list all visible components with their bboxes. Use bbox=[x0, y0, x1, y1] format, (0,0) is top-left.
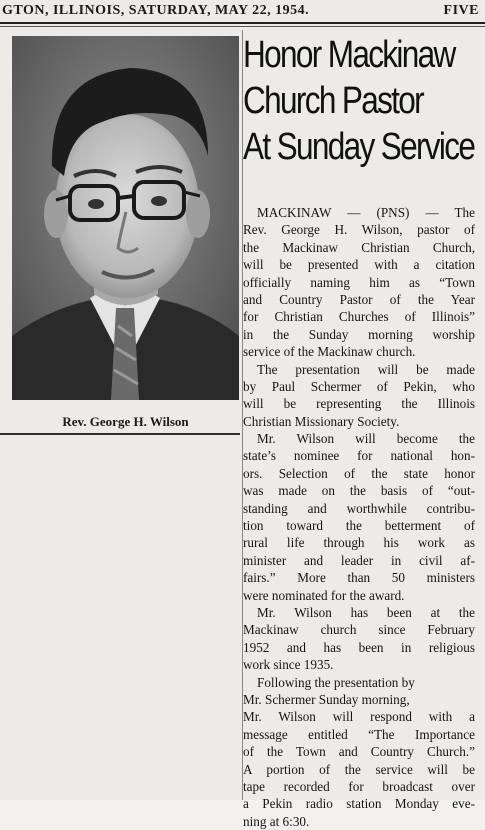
article-line-text: fairs.” More than 50 ministers bbox=[243, 570, 475, 586]
article-line-text: Mr. Wilson will become the bbox=[257, 431, 475, 447]
article-line-text: will be presented with a citation bbox=[243, 257, 475, 273]
article-line bbox=[243, 256, 475, 273]
article-line-text: ors. Selection of the state honor bbox=[243, 465, 475, 481]
article-line-text: 1952 and has been in religious bbox=[243, 639, 475, 655]
article-line bbox=[243, 604, 475, 621]
article-line-text: tion toward the betterment of bbox=[243, 518, 475, 534]
article-line bbox=[243, 813, 475, 830]
article-line bbox=[243, 378, 475, 395]
article-line-text: the Mackinaw Christian Church, bbox=[243, 239, 475, 255]
article-line bbox=[243, 656, 475, 673]
article-line-text: A portion of the service will be bbox=[243, 761, 475, 777]
article-line bbox=[243, 569, 475, 586]
article-line bbox=[243, 639, 475, 656]
portrait-photo bbox=[12, 36, 239, 400]
article-line bbox=[243, 326, 475, 343]
article-line-text: for Christian Churches of Illinois” bbox=[243, 309, 475, 325]
article-line-text: of the Town and Country Church.” bbox=[243, 744, 475, 760]
article-line bbox=[243, 239, 475, 256]
article-line-text: will be representing the Illinois bbox=[243, 396, 475, 412]
dateline-rule bbox=[0, 26, 485, 27]
article-line bbox=[243, 274, 475, 291]
article-line-text: rural life through his work as bbox=[243, 535, 475, 551]
article-line-text: ning at 6:30. bbox=[243, 813, 310, 829]
headline-line: Church Pastor bbox=[243, 80, 424, 122]
article-line bbox=[243, 552, 475, 569]
article-line-text: message entitled “The Importance bbox=[243, 726, 475, 742]
article-line-text: tape recorded for broadcast over bbox=[243, 778, 475, 794]
article-line bbox=[243, 691, 475, 708]
article-line-text: minister and leader in civil af- bbox=[243, 552, 475, 568]
article-line bbox=[243, 395, 475, 412]
article-line bbox=[243, 587, 475, 604]
article-line-text: Christian Missionary Society. bbox=[243, 413, 400, 429]
article-line-text: by Paul Schermer of Pekin, who bbox=[243, 378, 475, 394]
headline-line: At Sunday Service bbox=[243, 126, 475, 168]
page-number: FIVE bbox=[443, 3, 479, 18]
article-line-text: standing and worthwhile contribu- bbox=[243, 500, 475, 516]
article-line-text: work since 1935. bbox=[243, 657, 334, 673]
article-line bbox=[243, 465, 475, 482]
article-line bbox=[243, 361, 475, 378]
article-line bbox=[243, 708, 475, 725]
article-line-text: in the Sunday morning worship bbox=[243, 326, 475, 342]
article-line bbox=[243, 500, 475, 517]
article-line-text: and Country Pastor of the Year bbox=[243, 291, 475, 307]
article-line bbox=[243, 674, 475, 691]
article-line-text: state’s nominee for national hon- bbox=[243, 448, 475, 464]
article-body bbox=[243, 204, 475, 830]
article-line bbox=[243, 204, 475, 221]
article-line-text: Mr. Wilson will respond with a bbox=[243, 709, 475, 725]
article-line-text: MACKINAW — (PNS) — The bbox=[257, 205, 475, 220]
article-line bbox=[243, 291, 475, 308]
article-line bbox=[243, 517, 475, 534]
article-line-text: Following the presentation by bbox=[257, 674, 415, 690]
article-line-text: The presentation will be made bbox=[257, 361, 475, 377]
article-line bbox=[243, 795, 475, 812]
article-line-text: a Pekin radio station Monday eve- bbox=[243, 796, 475, 812]
article-line bbox=[243, 447, 475, 464]
article-line bbox=[243, 430, 475, 447]
article-line-text: officially naming him as “Town bbox=[243, 274, 475, 290]
article-line bbox=[243, 726, 475, 743]
article-line bbox=[243, 343, 475, 360]
article-line bbox=[243, 482, 475, 499]
article-line-text: service of the Mackinaw church. bbox=[243, 344, 416, 360]
article-line-text: was made on the basis of “out- bbox=[243, 483, 475, 499]
headline-line: Honor Mackinaw bbox=[243, 34, 455, 76]
article-line bbox=[243, 308, 475, 325]
headline bbox=[243, 32, 475, 170]
caption-rule bbox=[0, 433, 240, 435]
dateline-text: GTON, ILLINOIS, SATURDAY, MAY 22, 1954. bbox=[2, 3, 310, 18]
article-line-text: Rev. George H. Wilson, pastor of bbox=[243, 222, 475, 238]
article-line bbox=[243, 743, 475, 760]
article-line bbox=[243, 413, 475, 430]
article-line bbox=[243, 778, 475, 795]
article-line bbox=[243, 221, 475, 238]
article-line-text: were nominated for the award. bbox=[243, 587, 405, 603]
article-line-text: Mackinaw church since February bbox=[243, 622, 475, 638]
dateline bbox=[0, 0, 485, 24]
article-line-text: Mr. Schermer Sunday morning, bbox=[243, 691, 410, 707]
article-line bbox=[243, 761, 475, 778]
article-line bbox=[243, 621, 475, 638]
article-line-text: Mr. Wilson has been at the bbox=[257, 604, 475, 620]
article-line bbox=[243, 534, 475, 551]
photo-caption: Rev. George H. Wilson bbox=[62, 414, 189, 429]
